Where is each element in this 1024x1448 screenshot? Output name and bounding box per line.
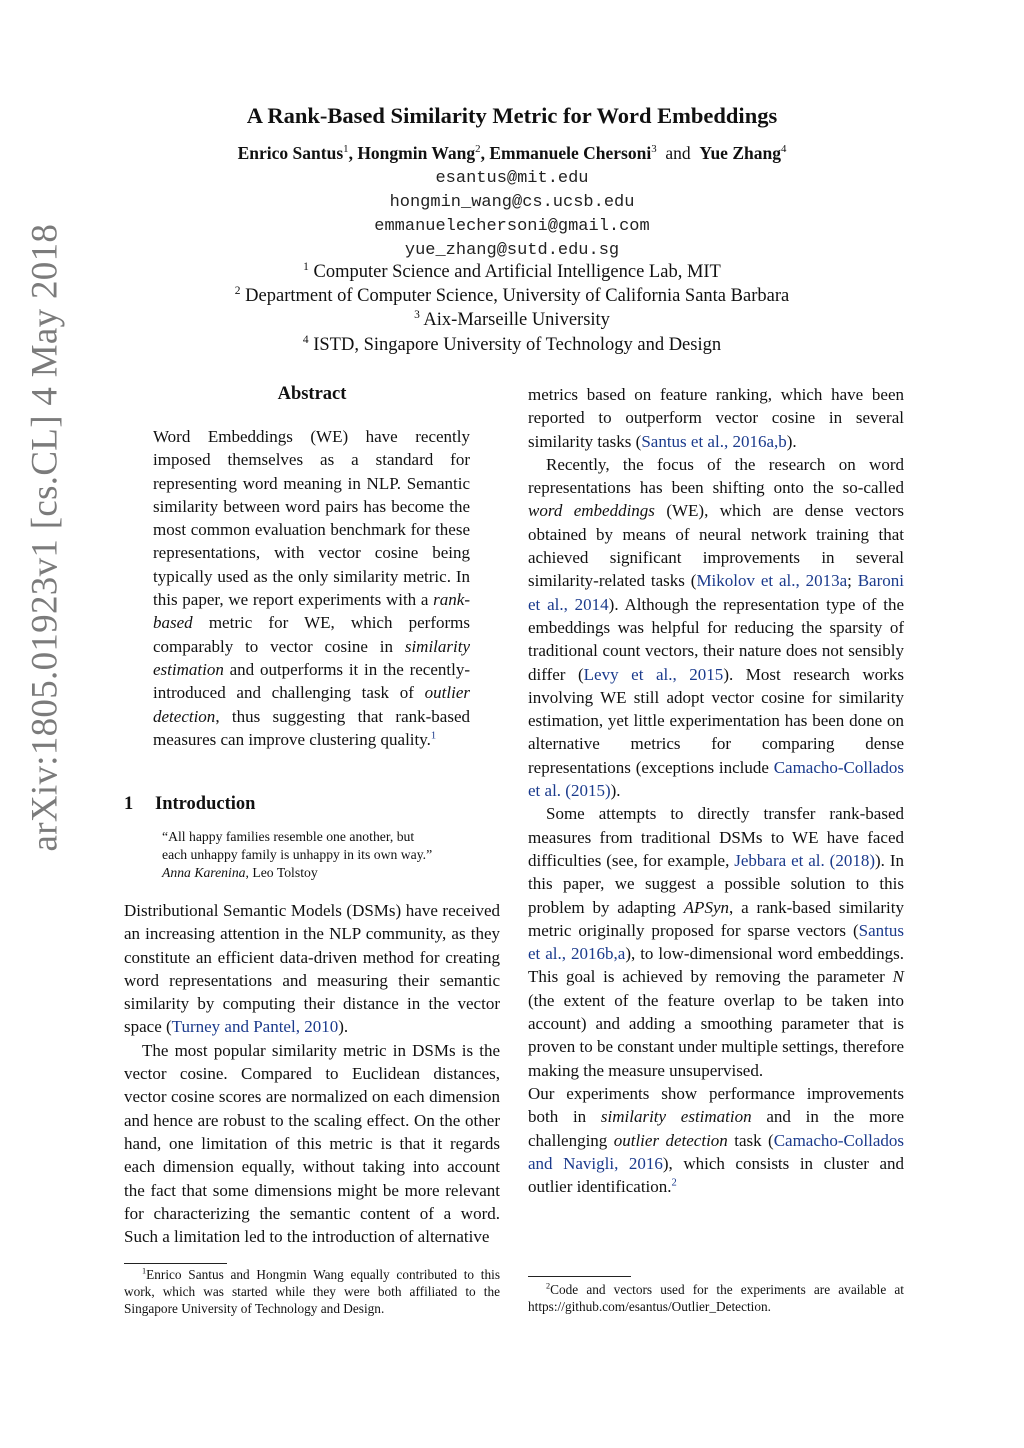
footnote [528, 1281, 904, 1315]
section-number: 1 [124, 794, 134, 814]
footnote [124, 1266, 500, 1317]
author-email[interactable]: hongmin_wang@cs.ucsb.edu [389, 193, 635, 212]
paragraph-text: , a rank-based similarity metric originally proposed for sparse vectors ( [528, 897, 904, 940]
affiliation-text: Aix-Marseille University [423, 310, 610, 330]
affiliation-text: Computer Science and Artificial Intelligence Lab, MIT [313, 262, 721, 282]
footnote-rule [124, 1263, 227, 1264]
paragraph-text: (WE), which are dense vectors obtained by means of neural network training that achieved significant improvements in several similarity-related tasks ( [528, 501, 905, 591]
paragraph-text: metrics based on feature ranking, which have been reported to outperform vector cosine in several similarity tasks ( [528, 385, 904, 451]
paragraph [124, 899, 500, 1039]
footnote-mark[interactable]: 1 [430, 730, 437, 742]
abstract-text: metric for WE, which performs comparably to vector cosine in [153, 613, 470, 656]
author-name: Yue Zhang [699, 143, 781, 163]
affiliation [0, 310, 1024, 331]
author-affil-mark: 3 [651, 143, 657, 156]
section-heading [124, 794, 500, 815]
paragraph-text: Distributional Semantic Models (DSMs) have received an increasing attention in the NLP community, as they constitute an efficient data-driven method for creating word representations and measuring their semantic similarity by computing their distance in the vector space ( [124, 901, 500, 1037]
abstract-text: and outperforms it in the recently-introduced and challenging task of [153, 659, 470, 703]
author-separator: , [480, 143, 490, 163]
citation-link[interactable]: Santus et al., 2016b,a [528, 920, 904, 964]
paragraph-text: ; [847, 571, 858, 591]
citation-link[interactable]: Mikolov et al., 2013a [696, 571, 848, 591]
paper-title: A Rank-Based Similarity Metric for Word Embeddings [246, 103, 778, 128]
right-column-body [528, 383, 904, 1198]
epigraph-author: , Leo Tolstoy [245, 865, 318, 880]
section-title: Introduction [155, 794, 256, 814]
paragraph-emphasis: outlier detection [613, 1130, 728, 1150]
abstract-text: , thus suggesting that rank-based measures can improve clustering quality. [153, 706, 470, 749]
citation-link[interactable]: Jebbara et al. (2018) [734, 850, 875, 870]
paragraph [528, 1082, 904, 1198]
epigraph [162, 828, 462, 882]
paragraph-text: Some attempts to directly transfer rank-based measures from traditional DSMs to WE have faced difficulties (see, for example, [528, 804, 904, 870]
epigraph-book: Anna Karenina [162, 865, 246, 880]
affiliation-text: ISTD, Singapore University of Technology and Design [313, 335, 722, 355]
author-and: and [665, 143, 691, 163]
citation-link[interactable]: Levy et al., 2015 [583, 664, 724, 684]
paragraph-text: ). Most research works involving WE still adopt vector cosine for similarity estimation, yet little experimentation has been done on alternative metrics for comparing dense representations (exceptions include [528, 664, 905, 777]
paragraph-text: ), which consists in cluster and outlier identification. [528, 1153, 904, 1197]
author-email[interactable]: yue_zhang@sutd.edu.sg [404, 241, 620, 260]
paragraph-text: Our experiments show performance improvements both in [528, 1083, 904, 1127]
paragraph [124, 1039, 500, 1249]
affiliation [0, 335, 1024, 356]
citation-link[interactable]: Camacho-Collados et al. (2015) [528, 757, 904, 801]
paragraph-text: (the extent of the feature overlap to be taken into account) and adding a smoothing parameter that is proven to be constant under multiple settings, therefore making the measure unsupervised. [528, 990, 904, 1080]
author-affil-mark: 1 [343, 143, 349, 156]
paragraph-emphasis: similarity estimation [600, 1107, 752, 1127]
paragraph [528, 802, 904, 1082]
math-symbol: APSyn [683, 897, 729, 917]
footnote-number: 2 [546, 1281, 551, 1291]
footnote-rule [528, 1276, 631, 1277]
paragraph-text: ). In this paper, we suggest a possible solution to this problem by adapting [528, 850, 904, 917]
author-affil-mark: 4 [780, 143, 787, 156]
paragraph-text: The most popular similarity metric in DSMs is the vector cosine. Compared to Euclidean distances, vector cosine scores are normalized on each dimension and hence are robust to the scaling effect. On the other hand, one limitation of this metric is that it regards each dimension equally, without taking into account the fact that some dimensions might be more relevant for characterizing the semantic content of a word. Such a limitation led to the introduction of alternative [124, 1040, 500, 1247]
footnote-mark[interactable]: 2 [671, 1177, 677, 1189]
affiliation-number: 4 [302, 333, 309, 346]
footnote-text: Code and vectors used for the experiments are available at https://github.com/esantus/Outlier_Detection. [528, 1282, 904, 1314]
affiliation [0, 286, 1024, 307]
author-list [0, 143, 1024, 164]
abstract-emphasis: outlier detection [153, 683, 470, 726]
paragraph-text: and in the more challenging [528, 1107, 905, 1150]
citation-link[interactable]: Santus et al., 2016a,b [641, 431, 787, 451]
affiliation-number: 3 [414, 308, 420, 321]
affiliation-number: 1 [303, 260, 309, 273]
author-email[interactable]: esantus@mit.edu [435, 169, 589, 188]
abstract-body [153, 425, 470, 751]
left-column-body [124, 899, 500, 1248]
math-symbol: N [892, 967, 904, 987]
paragraph-text: ). [338, 1017, 349, 1037]
affiliation-text: Department of Computer Science, University of California Santa Barbara [245, 286, 790, 306]
author-affil-mark: 2 [475, 143, 481, 156]
paragraph [528, 453, 904, 802]
abstract-emphasis: similarity estimation [153, 636, 470, 679]
paragraph-text: task ( [727, 1130, 774, 1150]
paragraph-text: ). Although the representation type of the embeddings was helpful for reducing the sparsity of traditional count vectors, their nature does not sensibly differ ( [528, 594, 904, 684]
epigraph-attribution [162, 864, 462, 882]
author-email[interactable]: emmanuelechersoni@gmail.com [374, 217, 650, 236]
paragraph-emphasis: word embeddings [528, 501, 655, 521]
author-name: Emmanuele Chersoni [489, 143, 652, 163]
citation-link[interactable]: Baroni et al., 2014 [528, 571, 904, 614]
paragraph [528, 383, 904, 453]
author-separator: , [348, 143, 358, 163]
footnote-number: 1 [142, 1266, 147, 1276]
citation-link[interactable]: Turney and Pantel, 2010 [171, 1017, 339, 1037]
affiliation [0, 262, 1024, 283]
paragraph-text: Recently, the focus of the research on word representations has been shifting onto the so-called [528, 454, 904, 498]
citation-link[interactable]: Camacho-Collados and Navigli, 2016 [528, 1130, 904, 1173]
arxiv-stamp: arXiv:1805.01923v1 [cs.CL] 4 May 2018 [24, 223, 66, 852]
paragraph-text: ), to low-dimensional word embeddings. This goal is achieved by removing the parameter [528, 944, 904, 987]
footnote-text: Enrico Santus and Hongmin Wang equally contributed to this work, which was started while they were both affiliated to the Singapore University of Technology and Design. [124, 1267, 500, 1316]
paragraph-text: ). [610, 781, 621, 801]
abstract-emphasis: rank-based [153, 590, 470, 633]
epigraph-line: “All happy families resemble one another, but [162, 829, 415, 844]
abstract-text: Word Embeddings (WE) have recently imposed themselves as a standard for representing word meaning in NLP. Semantic similarity between word pairs has become the most common evaluation benchmark for these representations, with vector cosine being typically used as the only similarity metric. In this paper, we report experiments with a [153, 427, 470, 610]
abstract-heading: Abstract [277, 384, 347, 404]
paragraph-text: ). [786, 431, 797, 451]
author-name: Hongmin Wang [357, 143, 476, 163]
affiliation-number: 2 [234, 284, 241, 297]
author-name: Enrico Santus [237, 143, 344, 163]
epigraph-line: each unhappy family is unhappy in its own way.” [162, 847, 433, 862]
